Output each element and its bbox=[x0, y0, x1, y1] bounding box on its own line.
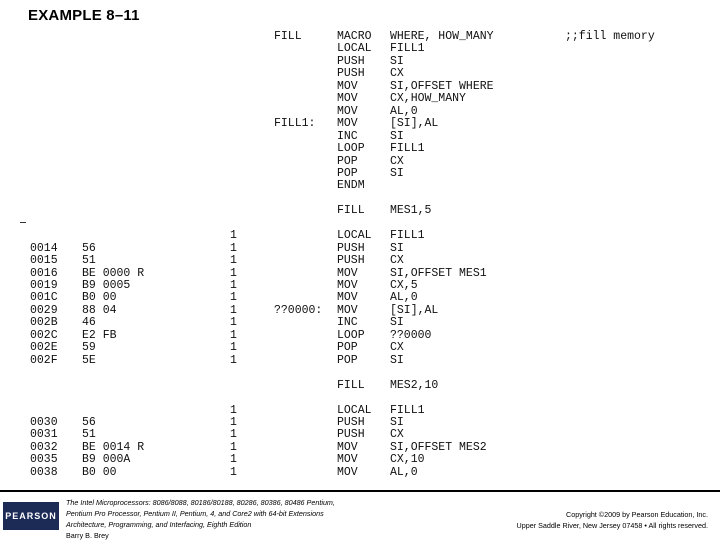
listing-arg: AL,0 bbox=[390, 291, 418, 305]
listing-op: PUSH bbox=[337, 428, 365, 442]
listing-level: 1 bbox=[230, 453, 237, 467]
listing-addr: 0014 bbox=[30, 241, 58, 255]
listing-arg: [SI],AL bbox=[390, 117, 439, 131]
listing-arg: SI bbox=[390, 241, 404, 255]
copyright-line: Copyright ©2009 by Pearson Education, Inc. bbox=[566, 510, 708, 519]
listing-op: POP bbox=[337, 353, 358, 367]
listing-level: 1 bbox=[230, 428, 237, 442]
listing-level: 1 bbox=[230, 440, 237, 454]
listing-line bbox=[0, 453, 720, 466]
listing-line bbox=[0, 242, 720, 255]
listing-arg: CX bbox=[390, 341, 404, 355]
listing-op: MOV bbox=[337, 104, 358, 118]
listing-line bbox=[0, 92, 720, 105]
listing-hex: 88 04 bbox=[82, 303, 117, 317]
listing-op: PUSH bbox=[337, 254, 365, 268]
listing-comment: ;;fill memory bbox=[565, 30, 655, 43]
listing-op: LOCAL bbox=[337, 42, 372, 56]
listing-hex: BE 0014 R bbox=[82, 440, 145, 454]
listing-op: MACRO bbox=[337, 30, 372, 43]
listing-label: FILL1: bbox=[274, 117, 316, 131]
listing-addr: 0029 bbox=[30, 303, 58, 317]
listing-addr: 0015 bbox=[30, 254, 58, 268]
listing-line bbox=[0, 291, 720, 304]
listing-line bbox=[0, 466, 720, 479]
listing-line bbox=[0, 55, 720, 68]
listing-line bbox=[0, 117, 720, 130]
listing-arg: SI,OFFSET MES2 bbox=[390, 440, 487, 454]
listing-arg: FILL1 bbox=[390, 42, 425, 56]
listing-op: POP bbox=[337, 154, 358, 168]
listing-arg: SI bbox=[390, 166, 404, 180]
listing-level: 1 bbox=[230, 353, 237, 367]
listing-arg: MES1,5 bbox=[390, 204, 432, 218]
listing-hex: B9 0005 bbox=[82, 279, 131, 292]
listing-level: 1 bbox=[230, 415, 237, 429]
listing-op: MOV bbox=[337, 117, 358, 131]
listing-arg: FILL1 bbox=[390, 229, 425, 243]
book-author: Barry B. Brey bbox=[66, 531, 109, 540]
book-title-line: The Intel Microprocessors: 8086/8088, 80186/80188, 80286, 80386, 80486 Pentium, bbox=[66, 498, 335, 507]
listing-addr: 002E bbox=[30, 341, 58, 355]
listing-line bbox=[0, 391, 720, 404]
listing-hex: 51 bbox=[82, 428, 96, 442]
listing-arg: AL,0 bbox=[390, 465, 418, 479]
listing-line bbox=[0, 229, 720, 242]
pearson-logo: PEARSON bbox=[3, 502, 59, 530]
listing-level: 1 bbox=[230, 266, 237, 280]
listing-op: MOV bbox=[337, 453, 358, 467]
listing-op: MOV bbox=[337, 266, 358, 280]
listing-line bbox=[0, 42, 720, 55]
listing-line bbox=[0, 254, 720, 267]
listing-hex: B0 00 bbox=[82, 291, 117, 305]
listing-line bbox=[0, 404, 720, 417]
listing-op: FILL bbox=[337, 378, 365, 392]
listing-line bbox=[0, 179, 720, 192]
listing-level: 1 bbox=[230, 254, 237, 268]
listing-op: INC bbox=[337, 316, 358, 330]
listing-arg: CX bbox=[390, 254, 404, 268]
listing-op: MOV bbox=[337, 92, 358, 106]
listing-op: POP bbox=[337, 341, 358, 355]
listing-op: PUSH bbox=[337, 67, 365, 81]
example-title: EXAMPLE 8–11 bbox=[28, 7, 140, 24]
listing-line bbox=[0, 155, 720, 168]
listing-op: FILL bbox=[337, 204, 365, 218]
listing-line bbox=[0, 279, 720, 292]
listing-arg: CX bbox=[390, 67, 404, 81]
listing-op: MOV bbox=[337, 291, 358, 305]
listing-arg: WHERE, HOW_MANY bbox=[390, 30, 494, 43]
listing-hex: 56 bbox=[82, 241, 96, 255]
listing-level: 1 bbox=[230, 291, 237, 305]
listing-hex: B9 000A bbox=[82, 453, 131, 467]
listing-line bbox=[0, 316, 720, 329]
listing-line bbox=[0, 204, 720, 217]
listing-line bbox=[0, 30, 720, 43]
listing-addr: 0030 bbox=[30, 415, 58, 429]
listing-line bbox=[0, 267, 720, 280]
listing-op: POP bbox=[337, 166, 358, 180]
footer bbox=[0, 490, 720, 542]
listing-arg: CX,5 bbox=[390, 279, 418, 292]
listing-arg: SI,OFFSET WHERE bbox=[390, 79, 494, 93]
listing-addr: 0035 bbox=[30, 453, 58, 467]
listing-op: PUSH bbox=[337, 415, 365, 429]
book-title-line: Architecture, Programming, and Interfacing, Eighth Edition bbox=[66, 520, 252, 529]
listing-arg: FILL1 bbox=[390, 403, 425, 417]
listing-op: LOOP bbox=[337, 328, 365, 342]
listing-line bbox=[0, 441, 720, 454]
listing-line bbox=[0, 142, 720, 155]
listing-arg: SI bbox=[390, 353, 404, 367]
listing-op: LOCAL bbox=[337, 403, 372, 417]
listing-level: 1 bbox=[230, 279, 237, 292]
listing-line bbox=[0, 67, 720, 80]
listing-arg: SI bbox=[390, 415, 404, 429]
listing-level: 1 bbox=[230, 303, 237, 317]
listing-op: MOV bbox=[337, 303, 358, 317]
listing-line bbox=[0, 341, 720, 354]
listing-line bbox=[0, 130, 720, 143]
listing-addr: 0016 bbox=[30, 266, 58, 280]
listing-line bbox=[0, 105, 720, 118]
listing-addr: 001C bbox=[30, 291, 58, 305]
listing-addr: 0038 bbox=[30, 465, 58, 479]
listing-op: INC bbox=[337, 129, 358, 143]
listing-hex: B0 00 bbox=[82, 465, 117, 479]
listing-line bbox=[0, 329, 720, 342]
listing-op: ENDM bbox=[337, 179, 365, 193]
listing-level: 1 bbox=[230, 328, 237, 342]
listing-op: MOV bbox=[337, 279, 358, 292]
listing-hex: 5E bbox=[82, 353, 96, 367]
listing-op: MOV bbox=[337, 440, 358, 454]
listing-line bbox=[0, 217, 720, 230]
listing-addr: 0019 bbox=[30, 279, 58, 292]
listing-op: PUSH bbox=[337, 54, 365, 68]
listing-level: 1 bbox=[230, 229, 237, 243]
listing-arg: MES2,10 bbox=[390, 378, 439, 392]
listing-line bbox=[0, 379, 720, 392]
listing-line bbox=[0, 80, 720, 93]
listing-addr: 002F bbox=[30, 353, 58, 367]
listing-hex: 56 bbox=[82, 415, 96, 429]
listing-line bbox=[0, 366, 720, 379]
listing-hex: E2 FB bbox=[82, 328, 117, 342]
listing-arg: CX bbox=[390, 154, 404, 168]
listing-level: 1 bbox=[230, 465, 237, 479]
listing-arg: SI bbox=[390, 316, 404, 330]
listing-op: MOV bbox=[337, 465, 358, 479]
listing-line bbox=[0, 304, 720, 317]
listing-op: MOV bbox=[337, 79, 358, 93]
listing-arg: [SI],AL bbox=[390, 303, 439, 317]
listing-arg: SI,OFFSET MES1 bbox=[390, 266, 487, 280]
listing-addr: 0031 bbox=[30, 428, 58, 442]
listing-label: ??0000: bbox=[274, 303, 323, 317]
listing-arg: SI bbox=[390, 129, 404, 143]
listing-arg: FILL1 bbox=[390, 142, 425, 156]
listing-line bbox=[0, 192, 720, 205]
book-title-line: Pentium Pro Processor, Pentium II, Pentium, 4, and Core2 with 64-bit Extensions bbox=[66, 509, 324, 518]
book-citation bbox=[66, 497, 396, 541]
listing-addr: 002B bbox=[30, 316, 58, 330]
listing-op: LOCAL bbox=[337, 229, 372, 243]
listing-addr: 002C bbox=[30, 328, 58, 342]
listing-level: 1 bbox=[230, 341, 237, 355]
listing-addr: 0032 bbox=[30, 440, 58, 454]
listing-hex: 46 bbox=[82, 316, 96, 330]
listing-arg: CX,HOW_MANY bbox=[390, 92, 466, 106]
copyright-notice bbox=[448, 509, 708, 531]
listing-level: 1 bbox=[230, 241, 237, 255]
listing-op: PUSH bbox=[337, 241, 365, 255]
listing-arg: CX bbox=[390, 428, 404, 442]
listing-arg: ??0000 bbox=[390, 328, 432, 342]
listing-op: LOOP bbox=[337, 142, 365, 156]
listing-level: 1 bbox=[230, 316, 237, 330]
listing-level: 1 bbox=[230, 403, 237, 417]
listing-line bbox=[0, 167, 720, 180]
listing-line bbox=[0, 428, 720, 441]
copyright-line: Upper Saddle River, New Jersey 07458 • All rights reserved. bbox=[516, 521, 708, 530]
margin-tick bbox=[20, 222, 26, 223]
listing-line bbox=[0, 354, 720, 367]
listing-arg: AL,0 bbox=[390, 104, 418, 118]
listing-arg: SI bbox=[390, 54, 404, 68]
listing-hex: 51 bbox=[82, 254, 96, 268]
listing-line bbox=[0, 416, 720, 429]
listing-hex: 59 bbox=[82, 341, 96, 355]
listing-hex: BE 0000 R bbox=[82, 266, 145, 280]
listing-label: FILL bbox=[274, 30, 302, 43]
listing-arg: CX,10 bbox=[390, 453, 425, 467]
